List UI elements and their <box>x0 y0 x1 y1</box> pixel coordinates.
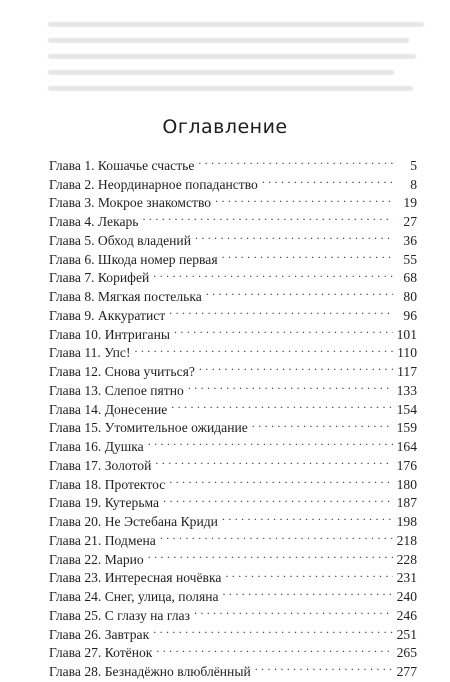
page-number: 5 <box>410 157 417 173</box>
page-number: 110 <box>397 345 417 361</box>
dot-leader <box>223 564 392 583</box>
toc-entry <box>49 376 417 398</box>
page-number: 176 <box>396 457 417 473</box>
page-number: 117 <box>397 364 417 379</box>
dot-leader <box>204 282 393 301</box>
chapter-title: Глава 6. Шкода номер первая <box>49 251 218 267</box>
page-number: 27 <box>403 214 417 229</box>
page-number: 8 <box>410 176 417 192</box>
toc-entry <box>49 395 417 417</box>
page-number: 187 <box>396 495 417 511</box>
page-number: 228 <box>396 551 417 567</box>
table-of-contents <box>49 151 417 679</box>
bleed-through-text <box>48 22 424 114</box>
page-number: 96 <box>403 307 417 323</box>
dot-leader <box>196 151 393 170</box>
toc-entry <box>49 601 417 623</box>
page-number: 36 <box>403 232 417 248</box>
toc-entry <box>49 189 417 211</box>
toc-entry <box>49 264 417 286</box>
chapter-title: Глава 13. Слепое пятно <box>49 382 184 398</box>
toc-entry <box>49 357 417 379</box>
dot-leader <box>197 357 393 376</box>
toc-entry <box>49 526 417 548</box>
chapter-title: Глава 19. Кутерьма <box>49 495 160 511</box>
dot-leader <box>186 376 393 395</box>
dot-leader <box>132 339 393 358</box>
page-number: 231 <box>396 570 417 586</box>
toc-entry <box>49 545 417 567</box>
chapter-title: Глава 24. Снег, улица, поляна <box>49 589 219 604</box>
dot-leader <box>169 395 392 414</box>
page-number: 251 <box>396 626 417 642</box>
toc-entry <box>49 151 417 173</box>
dot-leader <box>253 657 393 676</box>
chapter-title: Глава 14. Донесение <box>49 401 168 417</box>
chapter-title: Глава 28. Безнадёжно влюблённый <box>49 664 251 679</box>
toc-entry <box>49 620 417 642</box>
toc-entry <box>49 564 417 586</box>
chapter-title: Глава 2. Неординарное попаданство <box>49 176 258 192</box>
dot-leader <box>154 639 392 658</box>
page-number: 80 <box>403 289 417 304</box>
page-title: Оглавление <box>162 116 288 138</box>
page-number: 101 <box>396 326 417 342</box>
dot-leader <box>161 489 393 508</box>
chapter-title: Глава 27. Котёнок <box>49 645 153 661</box>
dot-leader <box>146 545 393 564</box>
toc-entry <box>49 320 417 342</box>
dot-leader <box>141 207 393 226</box>
chapter-title: Глава 15. Утомительное ожидание <box>49 420 248 436</box>
chapter-title: Глава 10. Интриганы <box>49 326 171 342</box>
dot-leader <box>221 582 393 601</box>
dot-leader <box>213 189 393 208</box>
dot-leader <box>172 320 393 339</box>
toc-entry <box>49 170 417 192</box>
dot-leader <box>167 470 392 489</box>
chapter-title: Глава 1. Кошачье счастье <box>49 157 195 173</box>
chapter-title: Глава 18. Протектос <box>49 476 166 492</box>
dot-leader <box>260 170 393 189</box>
toc-entry <box>49 282 417 304</box>
page-number: 198 <box>396 514 417 529</box>
chapter-title: Глава 26. Завтрак <box>49 626 150 642</box>
chapter-title: Глава 21. Подмена <box>49 532 156 548</box>
toc-entry <box>49 432 417 454</box>
page-number: 277 <box>396 664 417 679</box>
dot-leader <box>153 451 392 470</box>
toc-entry <box>49 639 417 661</box>
toc-entry <box>49 301 417 323</box>
toc-entry <box>49 507 417 529</box>
toc-entry <box>49 414 417 436</box>
chapter-title: Глава 25. С глазу на глаз <box>49 607 190 623</box>
dot-leader <box>220 245 393 264</box>
dot-leader <box>146 432 393 451</box>
chapter-title: Глава 17. Золотой <box>49 457 152 473</box>
chapter-title: Глава 3. Мокрое знакомство <box>49 195 212 211</box>
chapter-title: Глава 16. Душка <box>49 439 144 454</box>
dot-leader <box>158 526 393 545</box>
dot-leader <box>250 414 393 433</box>
chapter-title: Глава 7. Корифей <box>49 270 150 286</box>
toc-entry <box>49 226 417 248</box>
dot-leader <box>220 507 393 526</box>
chapter-title: Глава 4. Лекарь <box>49 214 139 229</box>
dot-leader <box>192 601 393 620</box>
page-number: 154 <box>396 401 417 417</box>
page-number: 246 <box>396 607 417 623</box>
toc-entry <box>49 582 417 604</box>
toc-entry <box>49 470 417 492</box>
dot-leader <box>151 620 392 639</box>
page-number: 159 <box>396 420 417 436</box>
toc-entry <box>49 657 417 679</box>
chapter-title: Глава 20. Не Эстебана Криди <box>49 514 218 529</box>
toc-entry <box>49 339 417 361</box>
toc-entry <box>49 245 417 267</box>
chapter-title: Глава 5. Обход владений <box>49 232 191 248</box>
page-number: 218 <box>396 532 417 548</box>
page-number: 55 <box>403 251 417 267</box>
dot-leader <box>167 301 393 320</box>
chapter-title: Глава 8. Мягкая постелька <box>49 289 202 304</box>
dot-leader <box>151 264 393 283</box>
page-number: 133 <box>396 382 417 398</box>
page-number: 265 <box>396 645 417 661</box>
chapter-title: Глава 9. Аккуратист <box>49 307 166 323</box>
page-number: 164 <box>396 439 417 454</box>
page-number: 68 <box>403 270 417 286</box>
toc-entry <box>49 451 417 473</box>
toc-entry <box>49 207 417 229</box>
dot-leader <box>193 226 393 245</box>
chapter-title: Глава 12. Снова учиться? <box>49 364 195 379</box>
page-number: 19 <box>403 195 417 211</box>
chapter-title: Глава 22. Марио <box>49 551 144 567</box>
chapter-title: Глава 23. Интересная ночёвка <box>49 570 222 586</box>
page-number: 180 <box>396 476 417 492</box>
toc-entry <box>49 489 417 511</box>
page-number: 240 <box>396 589 417 604</box>
chapter-title: Глава 11. Упс! <box>49 345 131 361</box>
